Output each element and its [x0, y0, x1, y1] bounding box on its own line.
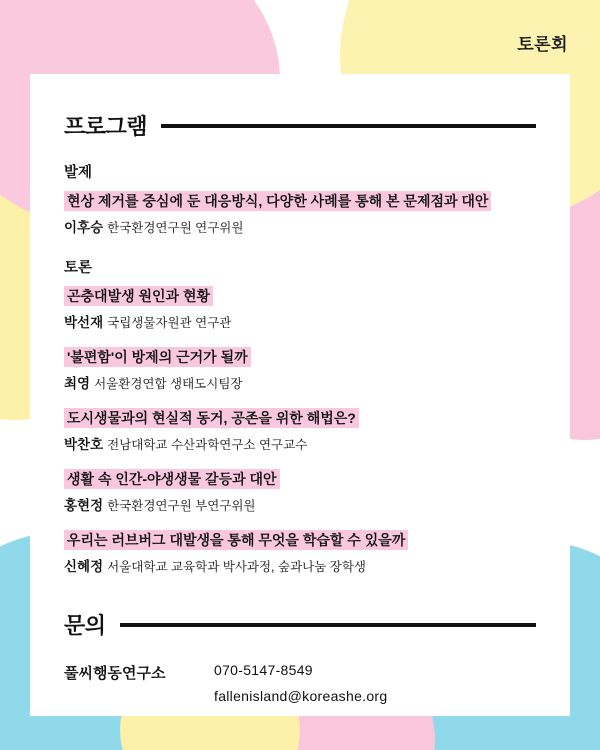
content-card [30, 74, 570, 716]
contact-organization: 풀씨행동연구소 [64, 665, 166, 683]
entry-person [64, 314, 536, 332]
program-group [64, 256, 536, 575]
entry-person [64, 436, 536, 454]
entry-person [64, 375, 536, 393]
contact-heading: 문의 [64, 613, 106, 639]
contact-phone: 070-5147-8549 [214, 662, 313, 679]
entry-person [64, 558, 536, 576]
entry-speaker-name: 박선재 [64, 314, 104, 330]
program-heading: 프로그램 [64, 114, 148, 139]
program-entry [64, 345, 536, 392]
entry-speaker-affiliation: 한국환경연구원 연구위원 [107, 220, 244, 235]
program-entry [64, 406, 536, 453]
contact-section-header [64, 609, 536, 640]
entry-speaker-name: 박찬호 [64, 436, 104, 452]
entry-title: 도시생물과의 현실적 동거, 공존을 위한 해법은? [64, 408, 359, 428]
contact-email[interactable]: fallenisland@koreashe.org [214, 688, 388, 705]
contact-details [214, 662, 387, 714]
program-group [64, 161, 536, 236]
entry-speaker-name: 최영 [64, 375, 91, 391]
entry-title: 현상 제거를 중심에 둔 대응방식, 다양한 사례를 통해 본 문제점과 대안 [64, 191, 491, 211]
program-section-header [64, 110, 536, 141]
contact-section [64, 609, 536, 714]
page-title: 토론회 [517, 35, 568, 54]
group-label: 토론 [64, 260, 93, 277]
program-entry [64, 528, 536, 575]
entry-speaker-affiliation: 서울대학교 교육학과 박사과정, 숲과나눔 장학생 [107, 559, 366, 574]
entry-speaker-affiliation: 한국환경연구원 부연구위원 [107, 498, 256, 513]
contact-heading-rule [120, 623, 536, 627]
entry-speaker-name: 홍현정 [64, 497, 104, 513]
program-entry [64, 189, 536, 236]
contact-body [64, 662, 536, 714]
entry-speaker-affiliation: 서울환경연합 생태도시팀장 [94, 376, 243, 391]
entry-speaker-affiliation: 국립생물자원관 연구관 [107, 315, 232, 330]
entry-speaker-affiliation: 전남대학교 수산과학연구소 연구교수 [107, 437, 308, 452]
entry-speaker-name: 이후승 [64, 219, 104, 235]
entry-title: 곤충대발생 원인과 현황 [64, 286, 213, 306]
entry-person [64, 219, 536, 237]
entry-speaker-name: 신혜정 [64, 558, 104, 574]
program-entry [64, 284, 536, 331]
entry-title: '불편함'이 방제의 근거가 될까 [64, 347, 251, 367]
group-label: 발제 [64, 165, 93, 181]
program-entry [64, 467, 536, 514]
entry-title: 우리는 러브버그 대발생을 통해 무엇을 학습할 수 있을까 [64, 530, 408, 550]
entry-person [64, 497, 536, 515]
program-heading-rule [161, 124, 536, 128]
page-header [0, 0, 600, 74]
entry-title: 생활 속 인간-야생생물 갈등과 대안 [64, 469, 280, 489]
